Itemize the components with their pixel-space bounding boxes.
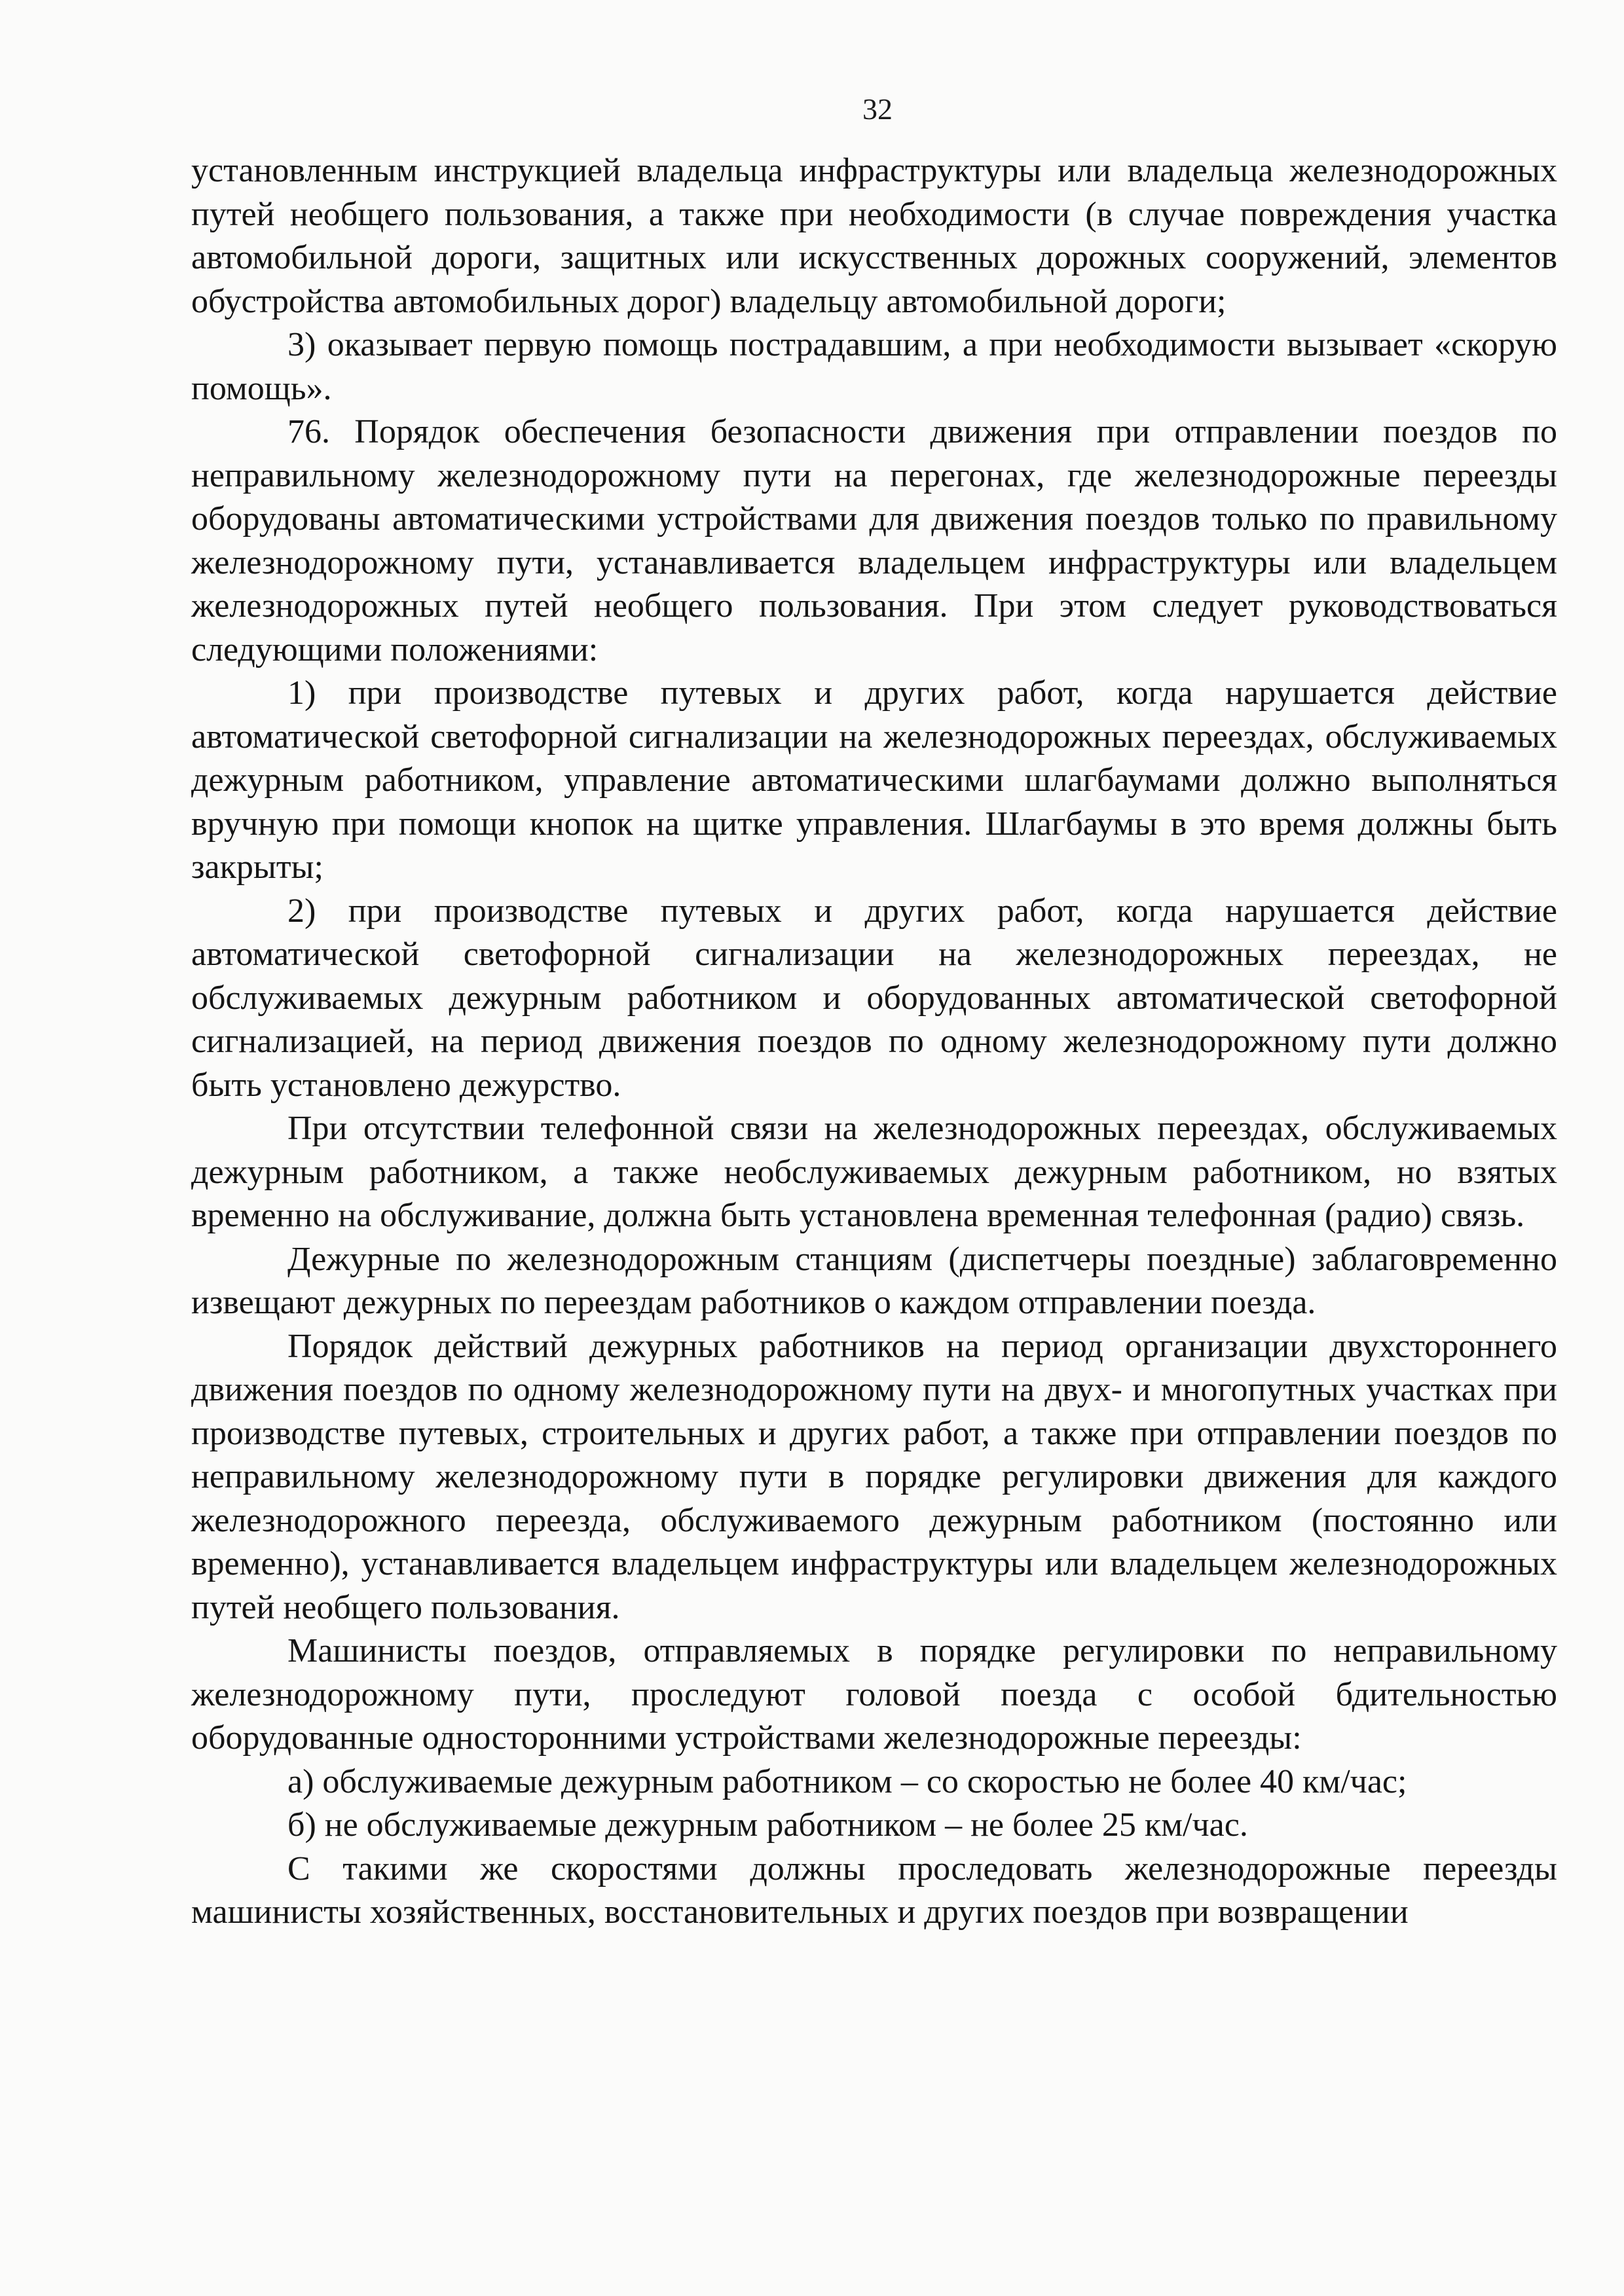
page-number: 32 bbox=[862, 92, 893, 126]
paragraph-item-1: 1) при производстве путевых и других работ, когда нарушается действие автоматической светофорной сигнализации на железнодорожных переездах, обслуживаемых дежурным работником, управление автоматическими шлагбаумами должно выполняться вручную при помощи кнопок на щитке управления. Шлагбаумы в это время должны быть закрыты; bbox=[191, 674, 1557, 886]
paragraph-item-b: б) не обслуживаемые дежурным работником – не более 25 км/час. bbox=[287, 1806, 1248, 1844]
paragraph-continuation: установленным инструкцией владельца инфраструктуры или владельца железнодорожных путей необщего пользования, а также при необходимости (в случае повреждения участка автомобильной дороги, защитных или искусственных дорожных сооружений, элементов обустройства автомобильных дорог) владельцу автомобильной дороги; bbox=[191, 152, 1557, 320]
paragraph-station-duty: Дежурные по железнодорожным станциям (диспетчеры поездные) заблаговременно извещают дежурных по переездам работников о каждом отправлении поезда. bbox=[191, 1240, 1557, 1321]
paragraph-drivers: Машинисты поездов, отправляемых в порядке регулировки по неправильному железнодорожному пути, проследуют головой поезда с особой бдительностью оборудованные односторонними устройствами железнодорожные переезды: bbox=[191, 1632, 1557, 1757]
paragraph-same-speeds: С такими же скоростями должны проследовать железнодорожные переезды машинисты хозяйственных, восстановительных и других поездов при возвращении bbox=[191, 1850, 1557, 1931]
paragraph-item-3: 3) оказывает первую помощь пострадавшим, а при необходимости вызывает «скорую помощь». bbox=[191, 326, 1557, 407]
paragraph-telephone-link: При отсутствии телефонной связи на железнодорожных переездах, обслуживаемых дежурным работником, а также необслуживаемых дежурным работником, но взятых временно на обслуживание, должна быть установлена временная телефонная (радио) связь. bbox=[191, 1110, 1557, 1234]
paragraph-procedure: Порядок действий дежурных работников на период организации двухстороннего движения поездов по одному железнодорожному пути на двух- и многопутных участках при производстве путевых, строительных и других работ, а также при отправлении поездов по неправильному железнодорожному пути в порядке регулировки движения для каждого железнодорожного переезда, обслуживаемого дежурным работником (постоянно или временно), устанавливается владельцем инфраструктуры или владельцем железнодорожных путей необщего пользования. bbox=[191, 1327, 1557, 1626]
paragraph-item-a: а) обслуживаемые дежурным работником – со скоростью не более 40 км/час; bbox=[287, 1762, 1407, 1800]
document-body bbox=[191, 149, 1557, 1935]
paragraph-section-76: 76. Порядок обеспечения безопасности движения при отправлении поездов по неправильному железнодорожному пути на перегонах, где железнодорожные переезды оборудованы автоматическими устройствами для движения поездов только по правильному железнодорожному пути, устанавливается владельцем инфраструктуры или владельцем железнодорожных путей необщего пользования. При этом следует руководствоваться следующими положениями: bbox=[191, 413, 1557, 668]
paragraph-item-2: 2) при производстве путевых и других работ, когда нарушается действие автоматической светофорной сигнализации на железнодорожных переездах, не обслуживаемых дежурным работником и оборудованных автоматической светофорной сигнализацией, на период движения поездов по одному железнодорожному пути должно быть установлено дежурство. bbox=[191, 892, 1557, 1104]
